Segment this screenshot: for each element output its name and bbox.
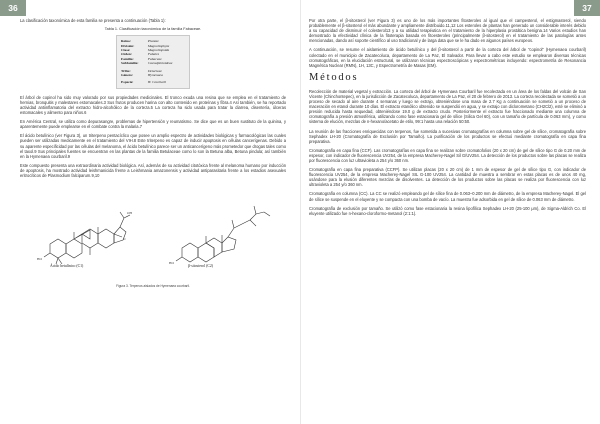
- taxonomy-row: [121, 80, 185, 84]
- taxonomy-value: Detarieae: [147, 68, 162, 73]
- figure-label-betulinic-acid: Ácido betulínico (C1): [50, 264, 84, 269]
- paragraph-acido-betulinico: El ácido betulínico (ver Figura 3), un triterpeno pentacíclico que posee un amplio espectro de actividades biológicas y farmacológicas las cuales pueden ser utilizadas medicamente en el tratamiento del VIH.8 Este triterpeno es capaz de inducir apoptosis en células cancerígenas. Debido a su aparente especificidad por las células del melanoma, el ácido betulínico parece ser un anticancerígeno más prometedor que drogas tales como el taxol.9 Sus principales fuentes se encuentran en las plantas de la familia Betulaceae como lo son la Betuna alba, Betuna pindula; así también en la Hymenaea courbaril.9: [20, 133, 286, 159]
- paragraph-resumen: A continuación, se resume el aislamiento de ácido betulínico y del β-sitosterol a partir de la corteza del árbol de "copinol" (Hymenaea courbaril) colectado en el municipio de Zacatecoluca, departamento de La Paz, El Salvador. Para llevar a cabo este estudio se emplearon diversas técnicas cromatográficas, en la elucidación estructural, se utilizaron técnicas espectroscópicas y espectrométricas incluyendo: espectrometría de Resonancia Magnética Nuclear (RMN), 1H, 13C, y Espectrometría de Masas (EM).: [309, 47, 586, 68]
- paragraph-copinol: El árbol de copinol ha sido muy valorado por sus propiedades medicinales. El tronco exuda una resina que se emplea en el tratamiento de hernias, bronquitis y malestares estomacales.3 Sus frutos producen harina con alto contenido en proteínas y fibra.4 Así también, se ha reportado actividad antiinflamatoria del extracto hidro-alcohólico de la corteza.5 La corteza ha sido usada para tratar la diarrea, disentería, úlceras estomacales y alimento para niños.6: [20, 94, 286, 116]
- left-page-content: [20, 18, 286, 288]
- figure-label-sitosterol: β-sitosterol (C2): [188, 264, 214, 269]
- taxonomy-rank: División:: [121, 43, 135, 48]
- paragraph-recoleccion: Recolección de material vegetal y extracción. La corteza del árbol de Hymenaea Courbaril fue recolectada en un área de los faldas del volcán de San Vicente (Chinchontepec), en la jurisdicción de Zacatecoluca, departamento de La Paz, el 20 de febrero de 2013. La corteza recolectada se sometió a un proceso de secado al aire durante 4 semanas y luego se extrajo, obteniéndose una masa de 2.7 Kg a continuación se sometió a un proceso de maceración en etanol durante 10 días. El extracto etanólico obtenido se suspendió en agua, y se extrajo con diclorometano (CH2Cl2), esté se eliminó a presión reducida hasta sequedad, obteniéndose 19.0 g de extracto crudo. Posteriormente el extracto fue fraccionado mediante una columna de cromatografía a presión atmosférica, utilizando como fase estacionaria gel de sílice (Silica Gel 60), con un tamaño de partícula de 0.063 mm), y como sistema de elución, mezclas de n-hexano/acetato de etilo, 99:1 hasta una relación 50:50.: [309, 88, 586, 125]
- section-title-metodos: Métodos: [309, 71, 359, 83]
- taxonomy-table: [116, 35, 190, 89]
- taxonomy-value: Fabales: [147, 52, 160, 57]
- taxonomy-value: Fabaceae: [147, 56, 162, 61]
- taxonomy-rank: Clase:: [121, 47, 131, 52]
- paragraph-ccf: Cromatografía en capa fina (CCF). Las cromatografías en capa fina se realizan sobre cromatofolios (20 x 20 cm) de gel de sílice tipo G de 0.20 mm de espesor, con indicador de fluorescencia UV254, de la empresa Macherey-Nagel Sil G/UV254. La detección de los productos sobre las placas se realiza por fluorescencia con luz ultravioleta a 254 y/o 360 nm.: [309, 147, 586, 163]
- paragraph-sitosterol: Por otra parte, el β-sitosterol (ver Figura 3) es uno de los más importantes fitosteroles al igual que el campesterol, el estigmasterol, siendo probablemente el β-sitosterol el más abundante y ampliamente distribuido.11,12 Los esteroles de plantas han generado un considerable interés debido a su capacidad de disminuir el colesterol13 y a su utilidad terapéutica en el tratamiento de la hiperplasia prostática benigna.14 Varios estudios han demostrado la efectividad clínica de la fitoterapia basada en fitoesteroles (principalmente β-sitosterol) en el tratamiento de las patologías antes mencionadas, dando así soporte científico al uso tradicional y de larga data que se le ha dado en algunos países europeos.: [309, 18, 586, 44]
- taxonomy-value: Caesalpinioideae: [147, 61, 173, 66]
- page-number-left: 36: [0, 0, 26, 16]
- paragraph-actividad: Este compuesto presenta una extraordinaria actividad biológica. Así, además de su actividad citotóxica frente al melanoma humano por inducción de apoptosis, ha mostrado actividad leishmanicida frente a Leishmania amazonensis y actividad antiparasitaria frente a los estadios asexuales eritrocíticos de Plasmodium falciparum.9,10: [20, 162, 286, 178]
- figure-terpenes: [20, 182, 286, 288]
- taxonomy-rank: Orden:: [121, 52, 132, 57]
- right-page-content: [309, 18, 586, 220]
- taxonomy-value: Magnoliopsida: [147, 47, 170, 52]
- paragraph-ccfp: Cromatografía en capa fina preparativa (CCFP). Se utilizan placas (20 x 20 cm) de 1 mm de espesor de gel de sílice tipo G, con indicador de fluorescencia UV254, de la empresa Macherey-Nagel SIL G-100 UV254. La cantidad de muestra a sembrar en estas placas es de unos 40 mg, usándose para la elusión diferentes mezclas de disolventes. La detección de los productos sobre las placas se realiza por fluorescencia con luz ultravioleta a 254 y/o 360 nm.: [309, 167, 586, 188]
- paragraph-cc: Cromatografía en columna (CC). La CC se realizó empleando gel de sílice fina de 0.063–0.200 mm de diámetro, de la empresa Macherey-Nagel. El gel de sílice se suspende en el eluyente y se compacta con una bomba de vacío. La muestra fue adsorbida en gel de sílice de 0.063 mm de diámetro.: [309, 191, 586, 202]
- taxonomy-value: Hymenaea: [147, 72, 163, 77]
- paragraph-exclusion: Cromatografía de exclusión por tamaño. Se utilizó como fase estacionaria la resina lipofílica Sephadex LH-20 (25-100 μm), de Sigma-Aldrich Co. El eluyente utilizado fue n-hexano-cloroformo-metanol (2:1:1).: [309, 205, 586, 216]
- figure-caption: Figura 3. Terpenos aislados de Hymenaea courbaril.: [116, 284, 190, 289]
- svg-text:O: O: [123, 237, 126, 242]
- taxonomy-rank: Familia:: [121, 56, 134, 61]
- taxonomy-value: H. Courbaril: [147, 80, 167, 85]
- paragraph-reunion-fracciones: La reunión de las fracciones enriquecidas con terpenos, fue sometida a sucesivas cromatografías en columna sobre gel de sílice, cromatografía sobre Sephadex LH-20 (Cromatografía de Exclusión por Tamaño). La purificación de los productos se efectuó mediante cromatografía en capa fina preparativa.: [309, 128, 586, 144]
- taxonomy-rank: Especie:: [121, 80, 134, 85]
- taxonomy-rank: Tribu:: [121, 68, 131, 73]
- taxonomy-rank: Subfamilia:: [121, 61, 139, 66]
- taxonomy-rank: Género:: [121, 72, 134, 77]
- page-number-right: 37: [574, 0, 600, 16]
- svg-text:OH: OH: [127, 211, 132, 216]
- svg-text:HO: HO: [169, 261, 174, 266]
- table-caption: Tabla 1. Clasificación taxonómica de la familia Fabaceae.: [104, 27, 202, 32]
- paragraph-america-central: En América Central, se utiliza como depurasangre, problemas de hipertensión y reumatismo. Se dice que es un buen sustituto de la quinina, y aparentemente puede emplearse en el combate contra la malaria.7: [20, 119, 286, 130]
- taxonomy-row: [121, 73, 185, 77]
- intro-paragraph: La clasificación taxonómica de esta familia se presenta a continuación (Tabla 1):: [20, 18, 166, 23]
- taxonomy-value: Plantae: [147, 39, 159, 44]
- taxonomy-rank: Reino:: [121, 39, 131, 44]
- svg-text:HO: HO: [37, 257, 42, 262]
- taxonomy-row: [121, 61, 185, 65]
- right-page: [300, 0, 600, 424]
- taxonomy-value: Magnoliophyta: [147, 43, 170, 48]
